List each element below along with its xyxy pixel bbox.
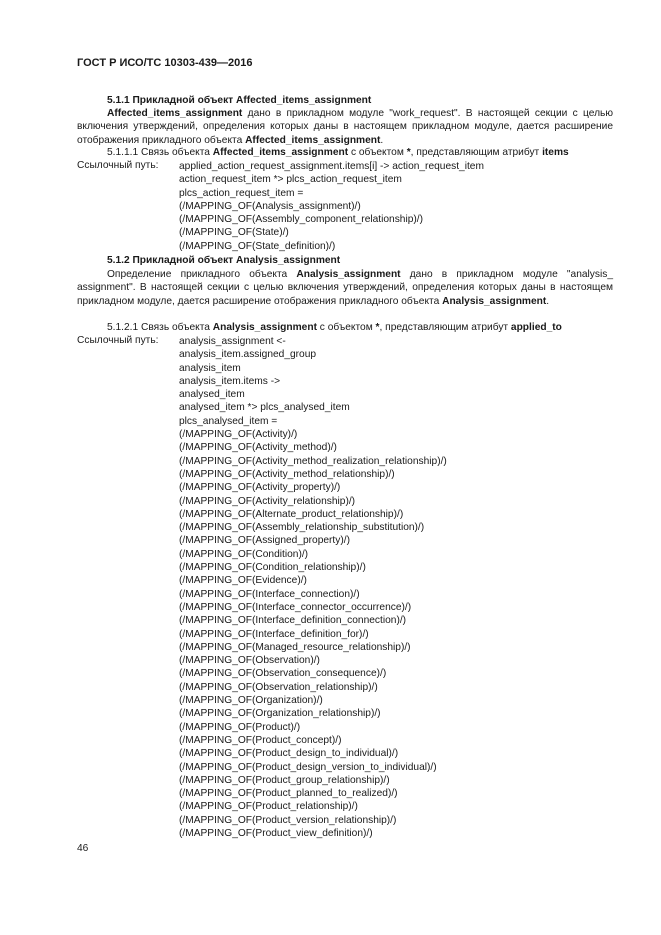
reference-path-line: (/MAPPING_OF(Managed_resource_relationship)/) — [179, 641, 411, 653]
reference-path-line: (/MAPPING_OF(Activity_method_realization_relationship)/) — [179, 455, 447, 467]
text: В настоящей секции с целью включения утверждений, определения которых даны в настоящем прикладном модуле, дается расширение отображения прикладного объекта — [77, 282, 613, 307]
reference-path-line: (/MAPPING_OF(Product_planned_to_realized)/) — [179, 788, 398, 800]
reference-path-line: (/MAPPING_OF(Activity_method)/) — [179, 442, 337, 454]
object-name: Affected_items_assignment — [107, 108, 243, 119]
object-name: Affected_items_assignment — [212, 147, 349, 158]
reference-path-line: (/MAPPING_OF(Assembly_component_relationship)/) — [179, 214, 424, 226]
reference-path-line: (/MAPPING_OF(Condition_relationship)/) — [179, 562, 366, 574]
star: * — [406, 147, 411, 158]
reference-path-line: (/MAPPING_OF(Product)/) — [179, 721, 301, 733]
reference-path-line: (/MAPPING_OF(Analysis_assignment)/) — [179, 200, 361, 212]
reference-path-line: (/MAPPING_OF(Activity_property)/) — [179, 482, 341, 494]
reference-path-line: (/MAPPING_OF(Condition)/) — [179, 548, 309, 560]
reference-path-line: (/MAPPING_OF(Product_group_relationship)/) — [179, 774, 390, 786]
text: , представляющим атрибут — [379, 322, 511, 333]
reference-path-line: (/MAPPING_OF(State)/) — [179, 227, 289, 239]
reference-path-line: (/MAPPING_OF(Interface_definition_for)/) — [179, 628, 369, 640]
text: дано в прикладном модуле — [242, 108, 390, 119]
reference-path-line: (/MAPPING_OF(State_definition)/) — [179, 240, 336, 252]
text: . — [380, 134, 384, 146]
reference-path-list — [179, 160, 484, 253]
reference-path-line: (/MAPPING_OF(Assembly_relationship_substitution)/) — [179, 522, 425, 534]
reference-path-line: action_request_item *> plcs_action_request_item — [179, 174, 402, 186]
text: 5.1.1.1 Связь объекта — [107, 147, 213, 158]
reference-path-label: Ссылочный путь: — [77, 160, 159, 171]
object-name: Affected_items_assignment — [245, 134, 381, 146]
section-heading-5-1-1: 5.1.1 Прикладной объект Affected_items_assignment — [107, 95, 372, 106]
text: Определение прикладного объекта — [107, 269, 297, 280]
reference-path-line: (/MAPPING_OF(Activity_relationship)/) — [179, 495, 356, 507]
text: . — [546, 295, 550, 307]
text: , представляющим атрибут — [410, 147, 543, 158]
reference-path-line: (/MAPPING_OF(Observation_relationship)/) — [179, 681, 378, 693]
reference-path-line: (/MAPPING_OF(Observation)/) — [179, 655, 320, 667]
reference-path-line: (/MAPPING_OF(Product_design_to_individual)/) — [179, 748, 399, 760]
reference-path-line: plcs_analysed_item = — [179, 415, 278, 427]
section-heading-5-1-2: 5.1.2 Прикладной объект Analysis_assignment — [107, 255, 341, 266]
subsection-5-1-2-1 — [107, 322, 562, 333]
module-name: "work_request". — [389, 108, 461, 119]
reference-path-label: Ссылочный путь: — [77, 335, 159, 346]
reference-path-line: (/MAPPING_OF(Assigned_property)/) — [179, 535, 350, 547]
document-header: ГОСТ Р ИСО/ТС 10303-439—2016 — [77, 57, 253, 69]
attribute-name: items — [542, 147, 569, 158]
reference-path-line: (/MAPPING_OF(Product_concept)/) — [179, 734, 342, 746]
reference-path-line: analysed_item *> plcs_analysed_item — [179, 402, 350, 414]
object-name: Analysis_assignment — [296, 269, 401, 280]
reference-path-line: (/MAPPING_OF(Observation_consequence)/) — [179, 668, 387, 680]
reference-path-line: (/MAPPING_OF(Interface_connector_occurrence)/) — [179, 601, 412, 613]
reference-path-line: (/MAPPING_OF(Interface_definition_connection)/) — [179, 615, 407, 627]
object-name: Analysis_assignment — [442, 295, 547, 307]
section-paragraph-5-1-1 — [77, 107, 613, 147]
reference-path-line: analysis_item.items -> — [179, 375, 281, 387]
reference-path-line: (/MAPPING_OF(Alternate_product_relationship)/) — [179, 508, 404, 520]
reference-path-line: analysed_item — [179, 389, 245, 401]
reference-path-line: analysis_item — [179, 362, 241, 374]
section-paragraph-5-1-2 — [77, 268, 613, 308]
reference-path-line: (/MAPPING_OF(Organization)/) — [179, 695, 323, 707]
reference-path-line: plcs_action_request_item = — [179, 187, 304, 199]
reference-path-line: (/MAPPING_OF(Product_view_definition)/) — [179, 827, 373, 839]
reference-path-line: (/MAPPING_OF(Activity)/) — [179, 429, 298, 441]
reference-path-line: applied_action_request_assignment.items[i] -> action_request_item — [179, 161, 484, 172]
attribute-name: applied_to — [510, 322, 562, 333]
subsection-5-1-1-1 — [107, 147, 569, 158]
reference-path-line: (/MAPPING_OF(Organization_relationship)/) — [179, 708, 381, 720]
object-name: Analysis_assignment — [212, 322, 317, 333]
text: В настоящей секции с целью включения утверждений, определения которых даны в настоящем прикладном модуле, дается расширение отображения прикладного объекта — [77, 108, 613, 146]
reference-path-list — [179, 335, 447, 840]
reference-path-line: (/MAPPING_OF(Activity_method_relationship)/) — [179, 468, 395, 480]
text: с объектом — [316, 322, 376, 333]
text: с объектом — [348, 147, 407, 158]
reference-path-line: (/MAPPING_OF(Product_relationship)/) — [179, 801, 358, 813]
text: 5.1.2.1 Связь объекта — [107, 322, 213, 333]
module-name: "analysis_ assignment". — [77, 269, 613, 294]
reference-path-line: (/MAPPING_OF(Product_version_relationship)/) — [179, 814, 397, 826]
reference-path-line: (/MAPPING_OF(Evidence)/) — [179, 575, 307, 587]
text: дано в прикладном модуле — [400, 269, 567, 280]
star: * — [375, 322, 380, 333]
reference-path-line: (/MAPPING_OF(Product_design_version_to_individual)/) — [179, 761, 437, 773]
reference-path-line: (/MAPPING_OF(Interface_connection)/) — [179, 588, 360, 600]
reference-path-line: analysis_assignment <- — [179, 336, 286, 347]
reference-path-line: analysis_item.assigned_group — [179, 349, 317, 361]
page-number: 46 — [77, 843, 89, 854]
